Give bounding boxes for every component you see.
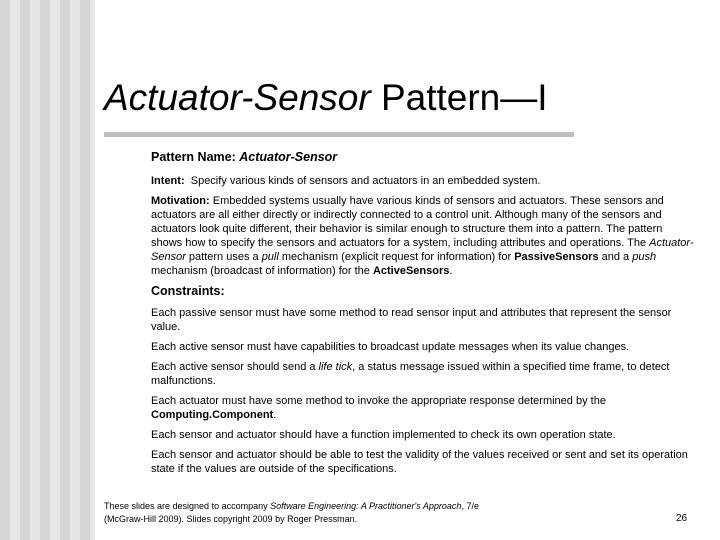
motivation-bold-1: PassiveSensors — [514, 251, 599, 263]
footer-text-4: (McGraw-Hill 2009). Slides copyright 2009 by Roger Pressman. — [104, 514, 358, 524]
slide-title — [104, 76, 548, 120]
motivation-text-1: Embedded systems usually have various kinds of sensors and actuators. These sensors and actuators are all either directly or indirectly connected to a control unit. Although many of the sensors and actuators look quite different, their behavior is similar enough to structure them into a pattern. The pattern shows how to specify the sensors and actuators for a system, including attributes and operations. The — [151, 195, 664, 249]
intent-text: Specify various kinds of sensors and actuators in an embedded system. — [190, 175, 541, 187]
slide-content — [151, 150, 696, 482]
footer-text-1: These slides are designed to accompany — [104, 501, 271, 511]
constraint-4-bold: Computing.Component — [151, 409, 274, 421]
pattern-name — [151, 150, 696, 164]
motivation-label: Motivation: — [151, 195, 210, 207]
intent — [151, 174, 696, 188]
title-rest: Pattern—I — [370, 77, 548, 118]
constraints-heading: Constraints: — [151, 284, 225, 298]
motivation-text-4: and a — [598, 251, 633, 263]
title-italic: Actuator-Sensor — [104, 77, 371, 118]
motivation — [151, 194, 696, 278]
motivation-text-5: mechanism (broadcast of information) for the — [151, 265, 373, 277]
constraint-3-italic: life tick — [318, 361, 353, 373]
title-rule — [104, 132, 574, 137]
constraint-4-text-c: . — [273, 409, 277, 421]
footer-text-3: , 7/e — [461, 501, 479, 511]
motivation-text-2: pattern uses a — [185, 251, 262, 263]
motivation-text-6: . — [449, 265, 453, 277]
constraint-3-text-a: Each active sensor should send a — [151, 361, 319, 373]
motivation-italic-1: Actuator-Sensor — [151, 237, 694, 263]
constraint-1: Each passive sensor must have some method to read sensor input and attributes that represent the sensor value. — [151, 307, 672, 333]
motivation-bold-2: ActiveSensors — [372, 265, 450, 277]
constraint-5: Each sensor and actuator should have a function implemented to check its own operation state. — [151, 429, 616, 441]
constraint-3-text-b: , a status message issued within a specified time frame, to detect malfunctions. — [151, 361, 670, 387]
constraint-3 — [151, 360, 696, 388]
page-number: 26 — [676, 513, 688, 524]
motivation-italic-2: pull — [261, 251, 279, 263]
pattern-name-value: Actuator-Sensor — [239, 150, 338, 164]
footer-book-title: Software Engineering: A Practitioner's Approach — [270, 501, 462, 511]
constraint-2: Each active sensor must have capabilities to broadcast update messages when its value changes. — [151, 341, 630, 353]
slide-footer — [104, 500, 584, 526]
pattern-name-label: Pattern Name: — [151, 150, 236, 164]
intent-label: Intent: — [151, 175, 185, 187]
motivation-italic-3: push — [632, 251, 657, 263]
constraint-4 — [151, 394, 696, 422]
motivation-text-3: mechanism (explicit request for information) for — [278, 251, 515, 263]
constraint-4-text-a: Each actuator must have some method to invoke the appropriate response determined by the — [151, 395, 606, 407]
constraint-6: Each sensor and actuator should be able to test the validity of the values received or sent and set its operation state if the values are outside of the specifications. — [151, 449, 688, 475]
